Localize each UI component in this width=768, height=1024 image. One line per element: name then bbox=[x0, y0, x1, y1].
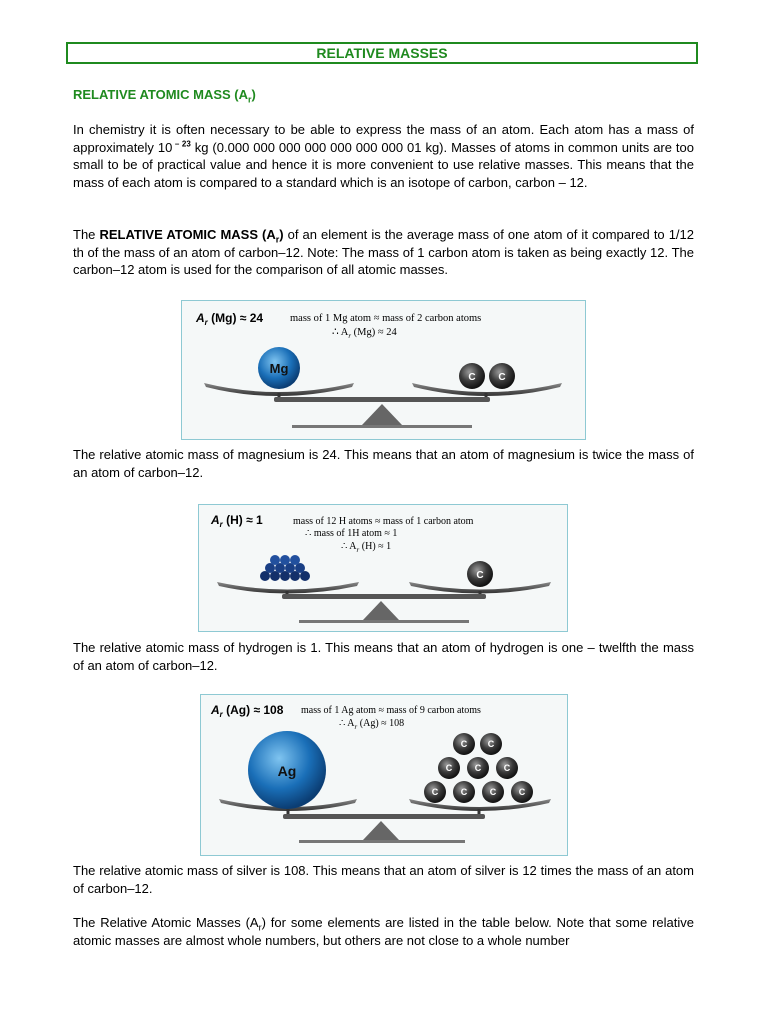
mg-mass-line-1: mass of 1 Mg atom ≈ mass of 2 carbon atoms bbox=[290, 313, 482, 324]
magnesium-balance-figure bbox=[181, 300, 586, 440]
balance-beam bbox=[282, 594, 486, 599]
hydrogen-caption: The relative atomic mass of hydrogen is 1. This means that an atom of hydrogen is one – twelfth the mass of an atom of carbon–12. bbox=[73, 640, 694, 673]
ag-mass-line-1: mass of 1 Ag atom ≈ mass of 9 carbon atoms bbox=[301, 705, 481, 716]
closing-paragraph: The Relative Atomic Masses $(A_r)$ for some elements are listed in the table below. Note that some relative atomic masses are almost whole numbers, but others are not close to a whole number bbox=[73, 915, 694, 948]
svg-text:C: C bbox=[518, 787, 526, 797]
ag-formula-label: $A_r$ (Ag) ≈ 108 bbox=[211, 703, 284, 719]
fulcrum bbox=[363, 821, 399, 840]
svg-text:C: C bbox=[474, 763, 482, 773]
fulcrum bbox=[363, 601, 399, 620]
balance-beam bbox=[274, 397, 490, 402]
mg-formula-label: $A_r$ (Mg) ≈ 24 bbox=[196, 311, 264, 327]
svg-text:Ag: Ag bbox=[277, 763, 297, 779]
silver-balance-figure bbox=[200, 694, 568, 856]
page-title: RELATIVE MASSES bbox=[66, 42, 698, 64]
hydrogen-balance-figure bbox=[198, 504, 568, 632]
svg-text:C: C bbox=[460, 787, 468, 797]
svg-text:C: C bbox=[431, 787, 439, 797]
svg-text:C: C bbox=[460, 739, 468, 749]
svg-text:C: C bbox=[489, 787, 497, 797]
svg-text:C: C bbox=[498, 372, 506, 383]
svg-text:C: C bbox=[468, 372, 476, 383]
silver-caption: The relative atomic mass of silver is 108. This means that an atom of silver is 12 times the mass of an atom of carbon–12. bbox=[73, 863, 694, 896]
mg-mass-line-2: ∴ $A_r$ (Mg) ≈ 24 bbox=[332, 327, 397, 340]
h-mass-line-2: ∴ mass of 1H atom ≈ 1 bbox=[305, 528, 398, 539]
intro-paragraph: In chemistry it is often necessary to be able to express the mass of an atom. Each atom has a mass of approximately 10 $^{- 23}$ kg (0.000 000 000 000 000 000 000 01 kg). Masses of atoms in common units are too small to be of practical value and hence it is more convenient to use relative masses. This means that the mass of each atom is compared to a standard which is an isotope of carbon, carbon – 12. bbox=[73, 122, 695, 191]
h-mass-line-3: ∴ $A_r$ (H) ≈ 1 bbox=[341, 541, 392, 554]
balance-beam bbox=[283, 814, 485, 819]
h-mass-line-1: mass of 12 H atoms ≈ mass of 1 carbon atom bbox=[293, 516, 474, 527]
ag-mass-line-2: ∴ $A_r$ (Ag) ≈ 108 bbox=[339, 718, 405, 731]
magnesium-caption: The relative atomic mass of magnesium is 24. This means that an atom of magnesium is twice the mass of an atom of carbon–12. bbox=[73, 447, 694, 480]
fulcrum bbox=[362, 404, 402, 425]
hydrogen-atoms bbox=[260, 555, 310, 581]
svg-text:C: C bbox=[503, 763, 511, 773]
svg-text:C: C bbox=[487, 739, 495, 749]
svg-text:Mg: Mg bbox=[269, 361, 289, 376]
definition-paragraph: The RELATIVE ATOMIC MASS $(A_r)$ of an element is the average mass of one atom of it compared to 1/12 th of the mass of an atom of carbon–12. Note: The mass of 1 carbon atom is taken as being exactly 12. The carbon–12 atom is used for the comparison of all atomic masses. bbox=[73, 227, 695, 278]
carbon-pyramid bbox=[424, 733, 533, 803]
svg-text:C: C bbox=[445, 763, 453, 773]
h-formula-label: $A_r$ (H) ≈ 1 bbox=[211, 513, 263, 529]
svg-text:C: C bbox=[476, 570, 484, 581]
section-heading: RELATIVE ATOMIC MASS $(A_r)$ bbox=[73, 87, 256, 105]
